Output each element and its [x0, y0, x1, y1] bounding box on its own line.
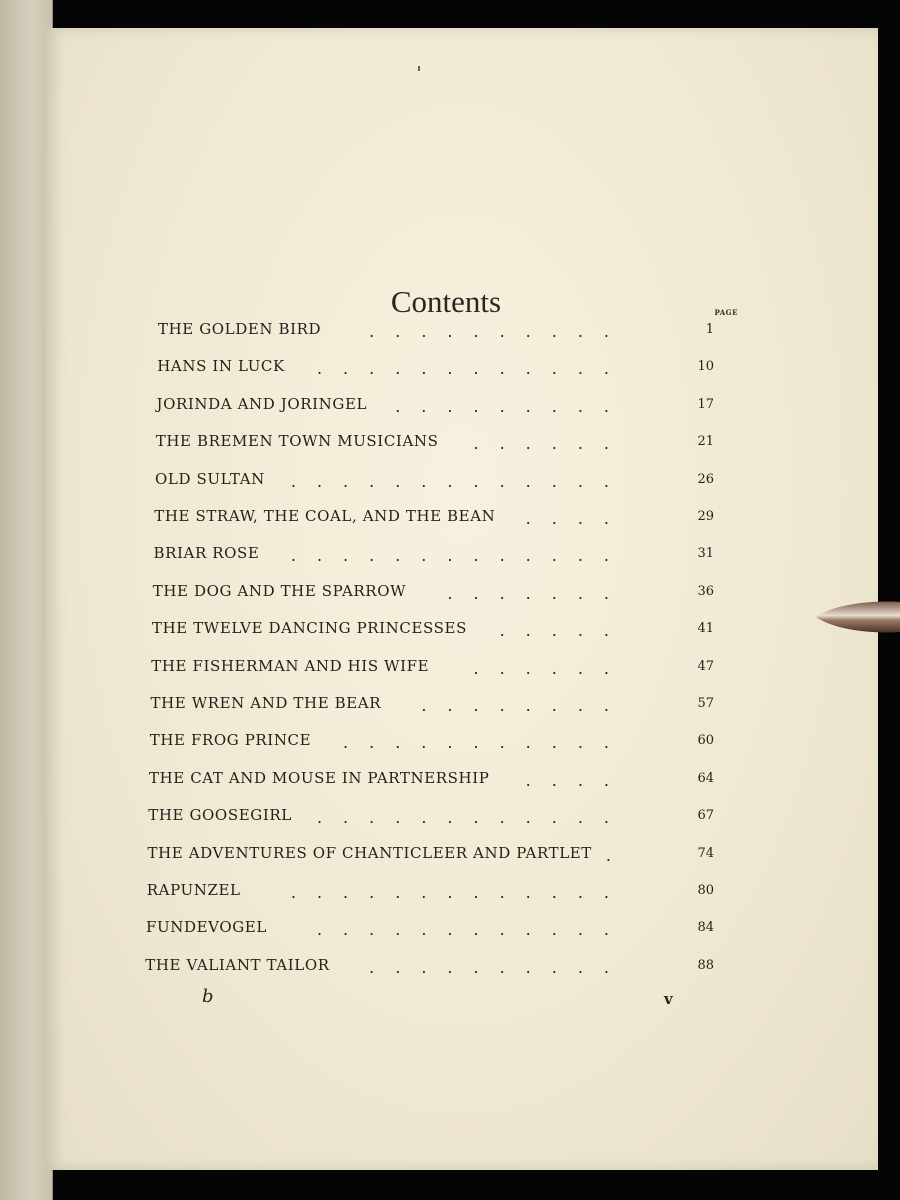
toc-entry-title: OLD SULTAN: [155, 469, 265, 488]
toc-entry-title: HANS IN LUCK: [157, 357, 285, 376]
toc-leader-dots: ............: [316, 359, 630, 379]
toc-entry: [152, 619, 714, 643]
signature-mark: b: [202, 986, 214, 1007]
toc-entry-page: 57: [697, 696, 714, 711]
toc-entry-page: 1: [705, 322, 714, 337]
toc-entry-page: 36: [697, 583, 714, 599]
toc-entry-page: 60: [697, 733, 714, 749]
toc-leader-dots: ....: [525, 509, 630, 528]
toc-leader-dots: .............: [290, 883, 630, 902]
toc-leader-dots: ......: [473, 658, 630, 678]
toc-leader-dots: ......: [473, 434, 630, 454]
toc-leader-dots: ...........: [343, 733, 630, 753]
toc-leader-dots: .............: [290, 546, 630, 566]
toc-entry-title: THE GOLDEN BIRD: [158, 320, 322, 338]
toc-entry-title: THE VALIANT TAILOR: [145, 955, 330, 974]
toc-entry-title: JORINDA AND JORINGEL: [156, 394, 368, 413]
toc-entry: [147, 843, 714, 868]
toc-leader-dots: ........: [421, 696, 630, 715]
toc-entry-page: 21: [697, 434, 714, 450]
toc-leader-dots: .............: [290, 471, 630, 491]
toc-leader-dots: .: [605, 845, 633, 865]
toc-entry-title: THE ADVENTURES OF CHANTICLEER AND PARTLET: [147, 843, 592, 862]
toc-leader-dots: .......: [447, 583, 630, 603]
toc-entry-title: THE FISHERMAN AND HIS WIFE: [151, 656, 430, 675]
toc-entry-title: THE FROG PRINCE: [149, 731, 312, 750]
toc-entry-title: RAPUNZEL: [146, 881, 241, 899]
page-column-heading: PAGE: [714, 308, 738, 317]
toc-entry-page: 47: [697, 658, 714, 674]
toc-entry-page: 17: [697, 396, 714, 412]
toc-entry: [149, 768, 714, 793]
toc-entry: [150, 694, 714, 718]
toc-entry: [149, 731, 714, 755]
book-page: [46, 28, 878, 1170]
toc-entry-page: 29: [697, 509, 714, 524]
toc-entry-page: 80: [697, 883, 714, 898]
toc-entry: [156, 394, 714, 419]
toc-leader-dots: ..........: [369, 322, 630, 341]
toc-entry-page: 10: [697, 359, 714, 375]
toc-entry: [153, 544, 714, 568]
toc-entry: [152, 581, 714, 606]
toc-entry: [154, 507, 714, 531]
toc-entry: [157, 357, 714, 381]
contents-title: Contents: [390, 284, 502, 319]
bookmark-ribbon-icon: [814, 598, 900, 636]
toc-leader-dots: .....: [499, 621, 630, 641]
toc-entry-title: FUNDEVOGEL: [146, 918, 267, 937]
toc-entry-title: THE CAT AND MOUSE IN PARTNERSHIP: [149, 768, 490, 787]
toc-entry-page: 88: [697, 957, 714, 973]
toc-entry-title: THE DOG AND THE SPARROW: [152, 581, 407, 600]
toc-entry: [146, 881, 714, 905]
toc-entry: [145, 955, 714, 980]
toc-entry-page: 26: [697, 471, 714, 487]
toc-entry: [158, 320, 714, 344]
toc-entry: [151, 656, 714, 681]
toc-entry-title: THE BREMEN TOWN MUSICIANS: [155, 432, 439, 451]
toc-entry-title: BRIAR ROSE: [153, 544, 260, 563]
toc-entry-title: THE WREN AND THE BEAR: [150, 694, 382, 712]
toc-entry: [155, 469, 714, 494]
toc-entry-page: 41: [697, 621, 714, 637]
toc-entry-page: 74: [697, 845, 714, 861]
toc-leader-dots: ............: [316, 808, 630, 828]
toc-entry-page: 31: [697, 546, 714, 562]
toc-entry: [146, 918, 714, 942]
page-folio: v: [664, 990, 673, 1008]
table-of-contents: [46, 28, 878, 1028]
toc-entry-page: 84: [697, 920, 714, 936]
toc-leader-dots: ..........: [369, 957, 630, 977]
toc-leader-dots: ............: [316, 920, 630, 940]
toc-entry-title: THE TWELVE DANCING PRINCESSES: [152, 619, 467, 638]
toc-entry-title: THE STRAW, THE COAL, AND THE BEAN: [154, 507, 496, 525]
toc-entry: [148, 806, 714, 830]
toc-leader-dots: ....: [525, 770, 630, 790]
toc-entry: [155, 432, 714, 456]
toc-entry-page: 67: [697, 808, 714, 824]
toc-entry-title: THE GOOSEGIRL: [148, 806, 292, 825]
toc-leader-dots: .........: [395, 396, 630, 416]
toc-entry-page: 64: [697, 770, 714, 786]
